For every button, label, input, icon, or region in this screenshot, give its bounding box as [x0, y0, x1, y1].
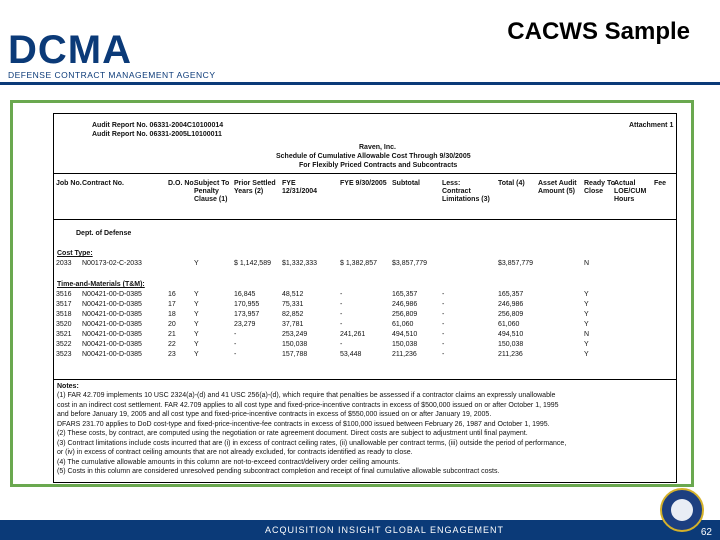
table-cell: Y	[194, 341, 199, 348]
table-cell: 246,986	[392, 301, 418, 308]
header-divider	[0, 82, 720, 85]
table-cell: $3,857,779	[392, 260, 428, 267]
table-cell: $ 1,142,589	[234, 260, 271, 267]
page-number: 62	[700, 527, 712, 538]
table-cell: Y	[194, 321, 199, 328]
table-cell: 150,038	[282, 341, 308, 348]
table-cell: N	[584, 260, 590, 267]
table-cell: -	[340, 321, 343, 328]
notes-label: Notes:	[57, 383, 79, 390]
table-cell: 256,809	[498, 311, 524, 318]
table-cell: 2033	[56, 260, 72, 267]
table-cell: -	[234, 331, 237, 338]
column-header: Subject To Penalty Clause (1)	[194, 180, 230, 203]
table-cell: N00421-00-D-0385	[82, 341, 142, 348]
column-header: Job No.	[56, 180, 82, 187]
table-cell: 18	[168, 311, 176, 318]
table-cell: -	[340, 311, 343, 318]
report-number-2: Audit Report No. 06331-2005L10100011	[92, 131, 222, 138]
table-cell: 157,788	[282, 351, 308, 358]
table-cell: 3521	[56, 331, 72, 338]
column-header: Total (4)	[498, 180, 525, 187]
tm-label: Time-and-Materials (T&M):	[57, 281, 145, 288]
note-line: cost in an indirect cost settlement. FAR 42.709 applies to all cost type and fixed-price-incentive contracts in excess of $500,000 issued on or after October 1, 1995	[57, 401, 559, 409]
table-cell: 494,510	[498, 331, 524, 338]
column-header: Contract No.	[82, 180, 124, 187]
table-cell: N00421-00-D-0385	[82, 321, 142, 328]
table-cell: Y	[584, 301, 589, 308]
table-cell: 241,261	[340, 331, 366, 338]
table-cell: -	[442, 341, 445, 348]
column-header: Actual LOE/CUM Hours	[614, 180, 647, 203]
note-line: (4) The cumulative allowable amounts in this column are not-to-exceed contract/delivery order ceiling amounts.	[57, 458, 401, 466]
table-cell: Y	[194, 311, 199, 318]
table-cell: -	[340, 341, 343, 348]
table-cell: -	[234, 341, 237, 348]
table-cell: 37,781	[282, 321, 304, 328]
document-frame	[10, 100, 694, 487]
table-cell: 165,357	[392, 291, 418, 298]
table-cell: Y	[194, 351, 199, 358]
rule	[54, 219, 676, 220]
table-cell: 494,510	[392, 331, 418, 338]
table-cell: Y	[584, 291, 589, 298]
company-name: Raven, Inc.	[359, 144, 396, 151]
table-cell: -	[234, 351, 237, 358]
table-cell: 3518	[56, 311, 72, 318]
table-cell: 3516	[56, 291, 72, 298]
table-cell: $3,857,779	[498, 260, 534, 267]
table-cell: 75,331	[282, 301, 304, 308]
dcma-seal-icon	[660, 488, 704, 532]
table-cell: -	[442, 351, 445, 358]
table-cell: 170,955	[234, 301, 260, 308]
table-cell: Y	[194, 331, 199, 338]
table-cell: N00421-00-D-0385	[82, 331, 142, 338]
note-line: (5) Costs in this column are considered unresolved pending subcontract completion and receipt of final cumulative allowable subcontract costs.	[57, 468, 500, 475]
table-cell: 173,957	[234, 311, 260, 318]
table-cell: 211,236	[498, 351, 523, 358]
table-cell: N00173-02-C-2033	[82, 260, 142, 267]
table-cell: 61,060	[498, 321, 520, 328]
slide-header	[0, 0, 720, 86]
table-cell: 253,249	[282, 331, 308, 338]
note-line: (1) FAR 42.709 implements 10 USC 2324(a)-(d) and 41 USC 256(a)-(d), which require that penalties be assessed if a contractor claims an expressly unallowable	[57, 392, 556, 399]
table-cell: Y	[584, 351, 589, 358]
table-cell: N00421-00-D-0385	[82, 311, 142, 318]
table-cell: -	[442, 311, 445, 318]
attachment-label: Attachment 1	[629, 122, 674, 129]
note-line: DFARS 231.70 applies to DoD cost-type and fixed-price-incentive-fee contracts in excess of $100,000 issued between February 26, 1987 and October 1, 1995.	[57, 420, 550, 428]
note-line: (2) These costs, by contract, are computed using the negotiation or rate agreement document. Direct costs are subject to adjustment until final payment.	[57, 430, 528, 437]
table-cell: 20	[168, 321, 176, 328]
table-cell: 165,357	[498, 291, 524, 298]
note-line: (3) Contract limitations include costs incurred that are (i) in excess of contract ceiling rates, (ii) unallowable per contract terms, (iii) outside the period of performance,	[57, 439, 567, 447]
table-cell: 22	[168, 341, 176, 348]
table-cell: N00421-00-D-0385	[82, 301, 142, 308]
table-cell: -	[340, 301, 343, 308]
column-header: Ready To Close	[584, 180, 615, 195]
rule	[54, 173, 676, 174]
table-cell: Y	[584, 311, 589, 318]
table-cell: 3523	[56, 351, 72, 358]
agency-name: DEFENSE CONTRACT MANAGEMENT AGENCY	[8, 70, 216, 80]
table-cell: Y	[194, 260, 199, 267]
table-cell: 3520	[56, 321, 72, 328]
table-cell: 53,448	[340, 351, 362, 358]
table-cell: 150,038	[392, 341, 418, 348]
table-cell: Y	[584, 321, 589, 328]
column-header: FYE 9/30/2005	[340, 180, 387, 187]
column-header: D.O. No.	[168, 180, 196, 187]
dcma-logo: DCMA	[8, 28, 132, 72]
schedule-title: Schedule of Cumulative Allowable Cost Through 9/30/2005	[276, 153, 471, 160]
table-cell: 61,060	[392, 321, 414, 328]
dept-label: Dept. of Defense	[76, 230, 132, 237]
table-cell: -	[442, 321, 445, 328]
table-cell: 256,809	[392, 311, 418, 318]
table-cell: -	[442, 291, 445, 298]
table-cell: -	[442, 301, 445, 308]
cost-type-label: Cost Type:	[57, 250, 93, 257]
table-cell: 211,236	[392, 351, 417, 358]
table-cell: N00421-00-D-0385	[82, 291, 142, 298]
table-cell: 3522	[56, 341, 72, 348]
scanned-document	[53, 113, 677, 483]
column-header: Asset Audit Amount (5)	[538, 180, 577, 195]
table-cell: -	[340, 291, 343, 298]
table-cell: 23	[168, 351, 176, 358]
table-cell: 21	[168, 331, 176, 338]
table-cell: Y	[194, 301, 199, 308]
table-cell: 16,845	[234, 291, 256, 298]
table-cell: 246,986	[498, 301, 524, 308]
column-header: Prior Settled Years (2)	[234, 180, 276, 195]
table-cell: Y	[194, 291, 199, 298]
column-header: Subtotal	[392, 180, 420, 187]
table-cell: $1,332,333	[282, 260, 318, 267]
table-cell: 48,512	[282, 291, 304, 298]
table-cell: 16	[168, 291, 176, 298]
table-cell: 3517	[56, 301, 72, 308]
slide-footer	[0, 520, 720, 540]
table-cell: N	[584, 331, 590, 338]
slide-title: CACWS Sample	[507, 18, 690, 45]
table-cell: -	[442, 331, 445, 338]
table-cell: 150,038	[498, 341, 524, 348]
table-cell: 17	[168, 301, 176, 308]
table-cell: 23,279	[234, 321, 256, 328]
table-cell: N00421-00-D-0385	[82, 351, 142, 358]
schedule-subtitle: For Flexibly Priced Contracts and Subcontracts	[299, 162, 458, 169]
table-cell: 82,852	[282, 311, 304, 318]
table-cell: Y	[584, 341, 589, 348]
footer-tagline: ACQUISITION INSIGHT GLOBAL ENGAGEMENT	[265, 525, 505, 535]
table-cell: $ 1,382,857	[340, 260, 377, 267]
rule	[54, 379, 676, 380]
note-line: and before January 19, 2005 and all cost type and fixed-price-incentive contracts in excess of $550,000 issued on or after January 19, 2005.	[57, 411, 492, 418]
column-header: Less: Contract Limitations (3)	[442, 180, 490, 203]
report-number-1: Audit Report No. 06331-2004C10100014	[92, 122, 224, 129]
note-line: or (iv) in excess of contract ceiling amounts that are not already excluded, for contracts identified as ready to close.	[57, 449, 413, 456]
column-header: Fee	[654, 180, 667, 187]
column-header: FYE 12/31/2004	[282, 180, 318, 195]
